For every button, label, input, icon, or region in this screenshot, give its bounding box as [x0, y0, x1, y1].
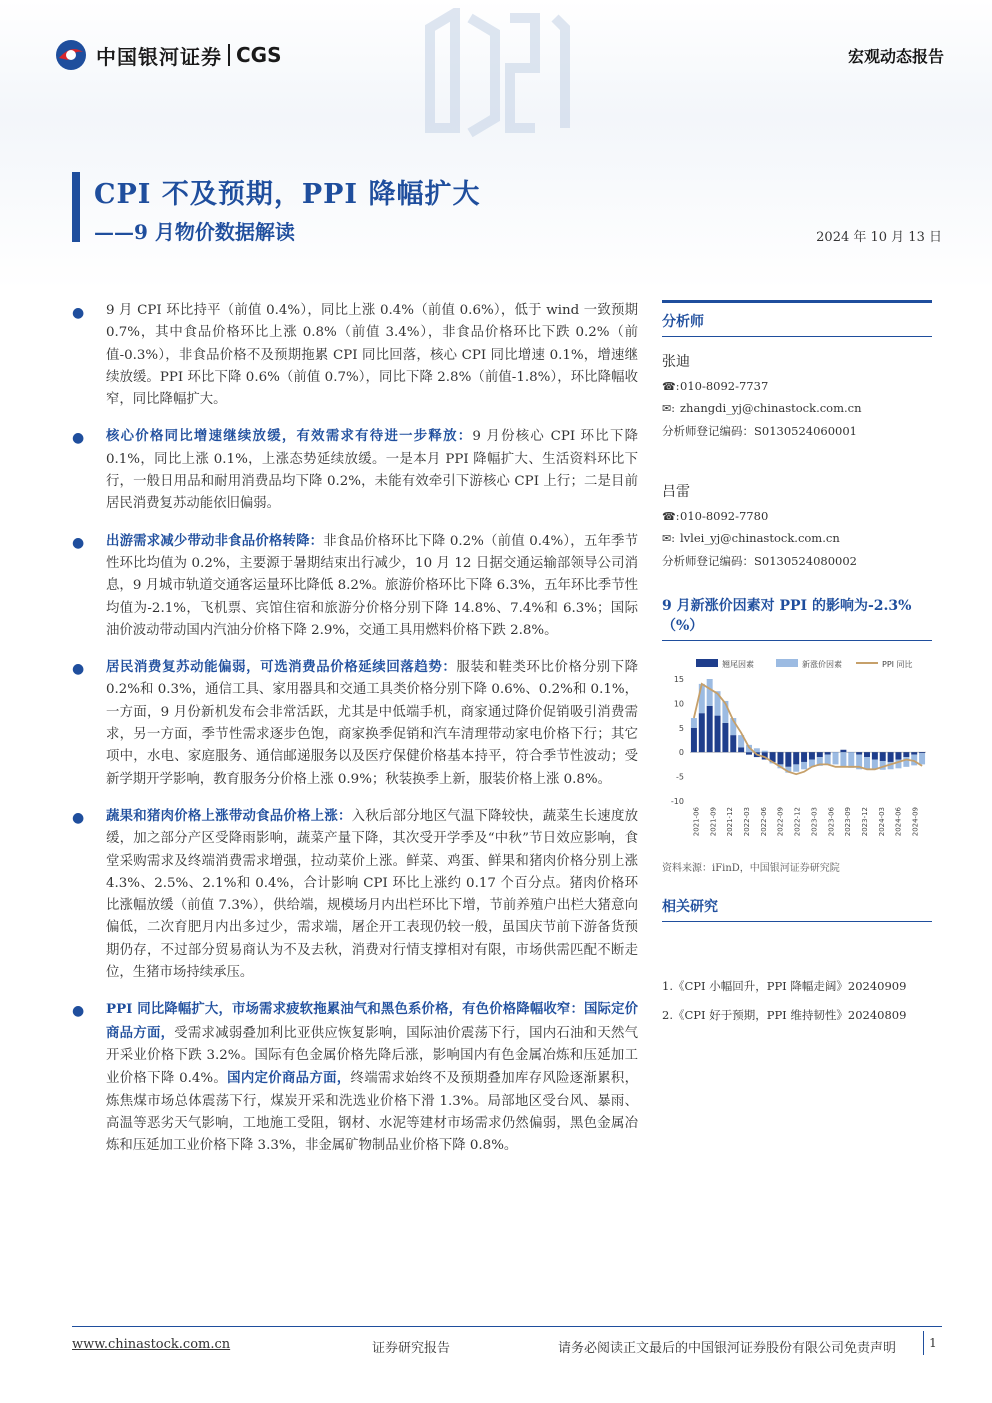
- x-tick-label: 2024-06: [894, 807, 903, 837]
- chart-bar: [762, 751, 768, 752]
- bullet-text: 终端需求始终不及预期叠加库存风险逐渐累积，炼焦煤市场总体震荡下行，煤炭开采和洗选业价格下滑 1.3%。局部地区受台风、暴雨、高温等恶劣天气影响，工地施工受阻，钢材、水泥等建材市场需求仍然偏弱，黑色金属冶炼和压延加工业价格下降 3.3%，非金属矿物制品业价格下降 0.8%。: [106, 1071, 639, 1154]
- chart-caption: 9 月新涨价因素对 PPI 的影响为-2.3%（%）: [662, 595, 932, 641]
- analyst-email[interactable]: lvlei_yj@chinastock.com.cn: [680, 531, 840, 545]
- x-tick-label: 2023-03: [810, 807, 819, 837]
- chart-source: 资料来源：iFinD，中国银河证券研究院: [662, 863, 840, 874]
- analyst-name: 吕雷: [662, 484, 690, 500]
- chart-bar: [840, 752, 846, 767]
- chart-bar: [880, 752, 886, 761]
- cgs-logo-icon: [54, 38, 88, 72]
- chart-bar: [903, 752, 909, 757]
- chart-bar: [848, 752, 854, 768]
- chart-bar: [707, 706, 713, 752]
- brand-logo: [54, 38, 282, 72]
- y-tick-label: -10: [670, 797, 684, 806]
- chart-bar: [919, 752, 925, 753]
- x-tick-label: 2024-03: [877, 807, 886, 837]
- y-tick-label: 0: [678, 748, 684, 758]
- chart-bar: [738, 747, 744, 752]
- chart-bar: [730, 735, 736, 752]
- x-tick-label: 2022-12: [793, 807, 802, 837]
- chart-bar: [699, 684, 705, 713]
- bullet-lead: PPI 同比降幅扩大，市场需求疲软拖累油气和黑色系价格，有色价格降幅收窄：: [106, 1001, 584, 1018]
- bullet-core-cpi: [72, 425, 638, 515]
- sidebar: [662, 300, 932, 1036]
- x-tick-label: 2023-12: [861, 807, 869, 837]
- y-tick-label: 5: [678, 723, 684, 733]
- bullet-summary: [72, 300, 638, 411]
- bullet-emphasis: 国际定价商品方面，: [106, 1001, 639, 1041]
- analyst-header: 分析师: [662, 300, 932, 337]
- legend-label: 新涨价因素: [802, 660, 842, 669]
- analyst-name: 张迪: [662, 354, 690, 370]
- chart-bar: [856, 752, 862, 754]
- phone-icon: ☎:: [662, 379, 680, 393]
- chart-bar: [864, 757, 870, 769]
- footer: [72, 1326, 942, 1356]
- legend-swatch: [696, 659, 718, 667]
- y-tick-label: 15: [673, 675, 684, 684]
- chart-bar: [801, 762, 807, 769]
- chart-bar: [785, 752, 791, 767]
- x-tick-label: 2023-09: [844, 807, 853, 837]
- chart-bar: [777, 752, 783, 764]
- x-tick-label: 2021-06: [692, 807, 701, 837]
- chart-bar: [911, 752, 917, 754]
- legend-swatch: [776, 659, 798, 667]
- chart-bar: [872, 752, 878, 759]
- ppi-chart: [662, 651, 932, 855]
- related-list: [662, 978, 932, 1023]
- related-header: 相关研究: [662, 896, 932, 922]
- analyst-card: [662, 351, 932, 439]
- x-tick-label: 2024-09: [911, 807, 920, 837]
- analyst-email[interactable]: zhangdi_yj@chinastock.com.cn: [680, 401, 862, 415]
- report-date: 2024 年 10 月 13 日: [816, 230, 942, 245]
- chart-bar: [825, 755, 831, 765]
- report-type: 宏观动态报告: [847, 47, 944, 66]
- chart-bar: [722, 723, 728, 752]
- related-item[interactable]: 1.《CPI 小幅回升，PPI 降幅走阔》20240909: [662, 979, 907, 993]
- chart-bar: [793, 752, 799, 764]
- mail-icon: ✉:: [662, 401, 675, 415]
- chart-bar: [691, 728, 697, 752]
- bullet-lead: 核心价格同比增速继续放缓，有效需求有待进一步释放：: [106, 428, 473, 445]
- brand-name: 中国银河证券: [96, 44, 222, 69]
- chart-bar: [895, 752, 901, 759]
- ppi-chart-svg: [662, 651, 932, 851]
- phone-icon: ☎:: [662, 509, 680, 523]
- x-tick-label: 2023-06: [827, 807, 836, 837]
- chart-bar: [888, 752, 894, 762]
- footer-url[interactable]: www.chinastock.com.cn: [72, 1337, 231, 1352]
- mail-icon: ✉:: [662, 531, 675, 545]
- bullet-lead: 出游需求减少带动非食品价格转降：: [106, 532, 324, 549]
- analyst-phone-row: [662, 379, 932, 393]
- x-tick-label: 2021-09: [709, 807, 718, 837]
- bullet-emphasis: 国内定价商品方面，: [227, 1070, 351, 1087]
- chart-bar: [817, 752, 823, 757]
- bullet-text: 9 月 CPI 环比持平（前值 0.4%），同比上涨 0.4%（前值 0.6%），低于 wind 一致预期 0.7%，其中食品价格环比上涨 0.8%（前值 3.4%），非食品价格环比下跌 0.2%（前值-0.3%），非食品价格不及预期拖累 CPI 同比回落，核心 CPI 同比增速 0.1%，增速继续放缓。PPI 环比下降 0.6%（前值 0.7%），同比下降 2.8%（前值-1.8%），环比降幅收窄，同比降幅扩大。: [106, 303, 638, 408]
- chart-bar: [809, 752, 815, 759]
- bullet-dot-icon: ●: [72, 809, 85, 826]
- bullet-travel: [72, 530, 638, 642]
- x-tick-label: 2022-09: [776, 807, 785, 837]
- analyst-card: [662, 481, 932, 569]
- chart-bar: [833, 752, 839, 764]
- page-number: 1: [923, 1331, 942, 1355]
- x-tick-label: 2021-12: [726, 807, 735, 837]
- footer-label: 证券研究报告: [372, 1341, 451, 1356]
- brand-abbr: CGS: [236, 43, 282, 67]
- bullet-text: 入秋后部分地区气温下降较快，蔬菜生长速度放缓，加之部分产区受降雨影响，蔬菜产量下降，其次受开学季及“中秋”节日效应影响，食堂采购需求及终端消费需求增强，拉动菜价上涨。鲜菜、鸡蛋、鲜果和猪肉价格分别上涨 4.3%、2.5%、2.1%和 0.4%，合计影响 CPI 环比上涨约 0.17 个百分点。猪肉价格环比涨幅放缓（前值 7.3%），供给端，规模场月内出栏环比下增，节前养殖户出栏大猪意向偏低，二次育肥月内出多过少，需求端，屠企开工表现仍较一般，虽国庆节前下游备货预期仍存，不过部分贸易商认为不及去秋，消费对行情支撑相对有限，市场供需匹配不断走位，生猪市场持续承压。: [106, 808, 638, 981]
- bullet-consumption: [72, 656, 638, 791]
- chart-bar: [903, 757, 909, 767]
- bullet-text: 非食品价格环比下降 0.2%（前值 0.4%），五年季节性环比均值为 0.2%，主要源于暑期结束出行减少，10 月 12 日据交通运输部领导公司消息，9 月城市轨道交通客运量环比降低 8.2%。旅游价格环比下降 6.3%，五年环比季节性均值为-2.1%，飞机票、宾馆住宿和旅游分价格分别下降 14.8%、7.4%和 6.3%；国际油价波动带动国内汽油分价格下降 2.9%，交通工具用燃料价格下跌 2.8%。: [106, 533, 638, 638]
- analyst-cert: 分析师登记编码：S0130524060001: [662, 424, 857, 438]
- chart-bar: [801, 752, 807, 762]
- brand-divider: [228, 44, 230, 66]
- analyst-email-row: [662, 401, 932, 415]
- bullet-dot-icon: ●: [72, 1003, 85, 1020]
- analyst-phone: 010-8092-7780: [680, 509, 769, 523]
- bullet-ppi: [72, 998, 638, 1157]
- bullet-text: 服装和鞋类环比价格分别下降 0.2%和 0.3%，通信工具、家用器具和交通工具类价格分别下降 0.6%、0.2%和 0.1%，一方面，9 月份新机发布会非常活跃，尤其是中低端手机，商家通过降价促销吸引消费需求，另一方面，季节性需求逐步色饱，商家换季促销和汽车清理带动家电价格下行；其它项中，水电、家庭服务、通信邮递服务以及医疗保健价格基本持平，符合季节性波动；受新学期开学影响，教育服务分价格上涨 0.9%；秋装换季上新，服装价格上涨 0.8%。: [106, 660, 639, 787]
- bullet-food: [72, 805, 638, 984]
- bullet-dot-icon: ●: [72, 305, 85, 321]
- cgs-watermark-icon: [420, 8, 570, 138]
- chart-bar: [864, 752, 870, 757]
- title-accent-bar: [72, 172, 80, 242]
- x-tick-label: 2022-03: [743, 807, 751, 837]
- analyst-email-row: [662, 531, 932, 545]
- chart-bar: [715, 716, 721, 753]
- bullet-text: 受需求减弱叠加利比亚供应恢复影响，国际油价震荡下行，国内石油和天然气开采业价格下跌 3.2%。国际有色金属价格先降后涨，影响国内有色金属冶炼和压延加工业价格下降 0.4%。: [106, 1025, 639, 1087]
- chart-bar: [746, 752, 752, 754]
- chart-bar: [919, 753, 925, 764]
- chart-bar: [691, 718, 697, 728]
- y-tick-label: -5: [676, 772, 684, 782]
- main-content: [72, 300, 638, 1171]
- chart-bar: [699, 713, 705, 752]
- bullet-dot-icon: ●: [72, 534, 85, 551]
- analyst-cert: 分析师登记编码：S0130524080002: [662, 554, 857, 568]
- chart-bar: [707, 679, 713, 706]
- bullet-dot-icon: ●: [72, 430, 85, 447]
- y-tick-label: 10: [673, 699, 684, 709]
- analyst-phone: 010-8092-7737: [680, 379, 769, 393]
- bullet-lead: 蔬果和猪肉价格上涨带动食品价格上涨：: [106, 807, 352, 824]
- analyst-phone-row: [662, 509, 932, 523]
- legend-label: 翘尾因素: [722, 660, 754, 669]
- footer-disclaimer: 请务必阅读正文最后的中国银河证券股份有限公司免责声明: [558, 1341, 897, 1356]
- bullet-dot-icon: ●: [72, 661, 85, 678]
- chart-bar: [793, 764, 799, 771]
- chart-bar: [825, 752, 831, 754]
- report-subtitle: ——9 月物价数据解读: [94, 220, 295, 244]
- related-item[interactable]: 2.《CPI 好于预期，PPI 维持韧性》20240809: [662, 1008, 907, 1022]
- legend-label: PPI 同比: [882, 660, 913, 669]
- bullet-lead: 居民消费复苏动能偏弱，可选消费品价格延续回落趋势：: [106, 659, 457, 676]
- bullet-text: 9 月份核心 CPI 环比下降 0.1%，同比上涨 0.1%，上涨态势延续放缓。一是本月 PPI 降幅扩大、生活资料环比下行，一般日用品和耐用消费品均下降 0.2%，未能有效牵引下游核心 CPI 上行；二是目前居民消费复苏动能依旧偏弱。: [106, 429, 638, 512]
- x-tick-label: 2022-06: [759, 807, 768, 837]
- report-title: CPI 不及预期，PPI 降幅扩大: [94, 179, 481, 210]
- chart-bar: [840, 750, 846, 752]
